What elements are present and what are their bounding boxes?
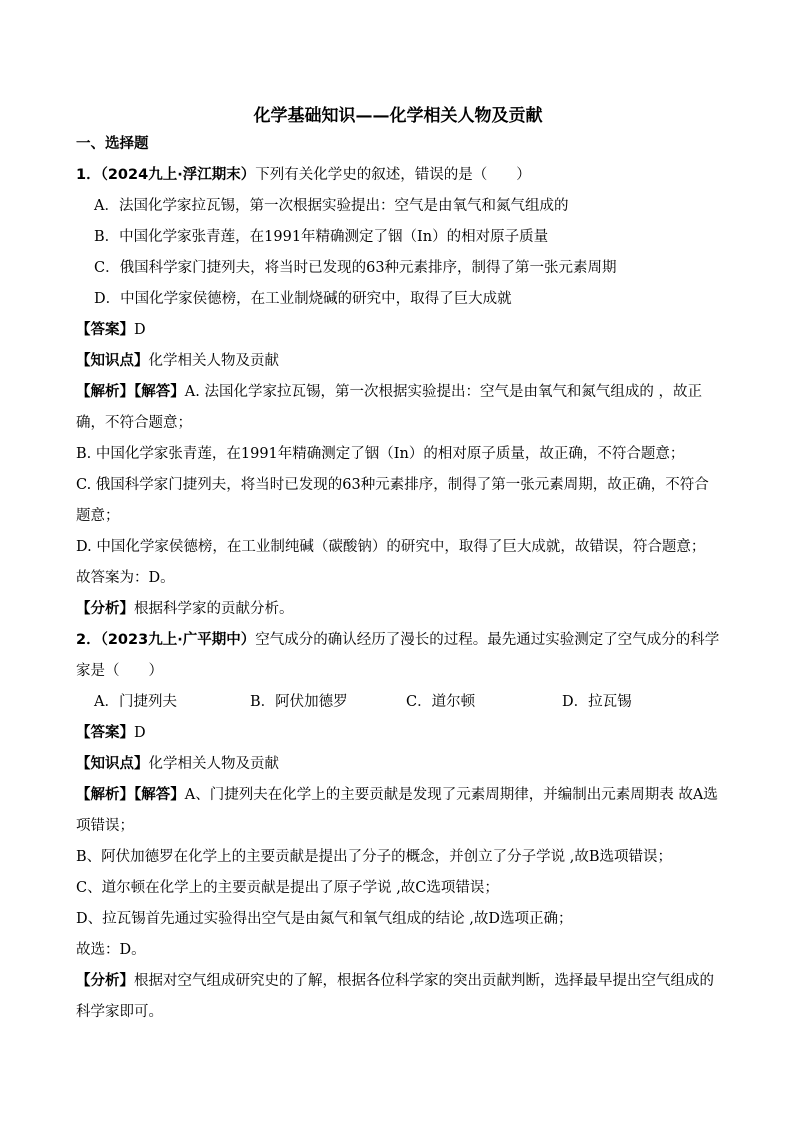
option-d: D．拉瓦锡 [562,694,632,710]
fenxi-line [76,594,720,625]
analysis-c: C、道尔顿在化学上的主要贡献是提出了原子学说 ,故C选项错误； [76,880,499,896]
knowledge-point-line [76,749,720,780]
question-number: 2． [76,632,101,648]
section-heading: 一、选择题 [76,136,149,152]
option-d: D．中国化学家侯德榜，在工业制烧碱的研究中，取得了巨大成就 [94,291,512,307]
fenxi-text: 根据科学家的贡献分析。 [134,601,294,617]
question-1 [76,160,720,625]
answer-line [76,315,720,346]
question-number: 1． [76,167,101,183]
knowledge-point-value: 化学相关人物及贡献 [148,353,279,369]
analysis-text: A. 法国化学家拉瓦锡，第一次根据实验提出：空气是由氧气和氮气组成的 ，故正确，不符合题意； [76,384,703,431]
options-row [76,687,720,718]
analysis-tag: 【解析】【解答】 [76,787,185,803]
conclusion: 故选：D。 [76,942,146,958]
knowledge-point-line [76,346,720,377]
option-a: A．门捷列夫 [94,694,177,710]
analysis-text: A、门捷列夫在化学上的主要贡献是发现了元素周期律，并编制出元素周期表 故A选项错误； [76,787,718,834]
option-b: B．中国化学家张青莲，在1991年精确测定了铟（In）的相对原子质量 [94,229,549,245]
question-source: （2023九上·广平期中） [100,632,256,648]
question-2 [76,625,720,1028]
analysis-b: B、阿伏加德罗在化学上的主要贡献是提出了分子的概念，并创立了分子学说 ,故B选项错误； [76,849,673,865]
knowledge-point-value: 化学相关人物及贡献 [148,756,279,772]
analysis-d: D、拉瓦锡首先通过实验得出空气是由氮气和氧气组成的结论 ,故D选项正确； [76,911,573,927]
fenxi-tag: 【分析】 [76,601,134,617]
answer-tag: 【答案】 [76,322,134,338]
fenxi-text: 根据对空气组成研究史的了解，根据各位科学家的突出贡献判断，选择最早提出空气组成的科学家即可。 [76,973,714,1020]
document-title: 化学基础知识——化学相关人物及贡献 [253,106,543,126]
question-source: （2024九上·浮江期末） [100,167,256,183]
conclusion: 故答案为：D。 [76,570,175,586]
analysis-a [76,780,720,842]
analysis-b: B. 中国化学家张青莲，在1991年精确测定了铟（In）的相对原子质量，故正确，不符合题意； [76,446,685,462]
answer-value: D [134,725,146,741]
analysis-tag: 【解析】【解答】 [76,384,185,400]
question-1-stem [76,160,720,191]
answer-line [76,718,720,749]
question-2-stem [76,625,720,687]
option-c: C．道尔顿 [406,694,476,710]
analysis-d: D. 中国化学家侯德榜，在工业制纯碱（碳酸钠）的研究中，取得了巨大成就，故错误，符合题意； [76,539,706,555]
option-a: A．法国化学家拉瓦锡，第一次根据实验提出：空气是由氧气和氮气组成的 [94,198,569,214]
question-text: 下列有关化学史的叙述，错误的是（ ） [255,167,531,183]
answer-value: D [134,322,146,338]
knowledge-point-tag: 【知识点】 [76,353,149,369]
question-text: 空气成分的确认经历了漫长的过程。最先通过实验测定了空气成分的科学家是（ ） [76,632,720,679]
option-c: C．俄国科学家门捷列夫，将当时已发现的63种元素排序，制得了第一张元素周期 [94,260,617,276]
analysis-a [76,377,720,439]
option-b: B．阿伏加德罗 [250,694,348,710]
fenxi-line [76,966,720,1028]
knowledge-point-tag: 【知识点】 [76,756,149,772]
analysis-c: C. 俄国科学家门捷列夫，将当时已发现的63种元素排序，制得了第一张元素周期，故正确，不符合题意； [76,477,709,524]
fenxi-tag: 【分析】 [76,973,134,989]
answer-tag: 【答案】 [76,725,134,741]
